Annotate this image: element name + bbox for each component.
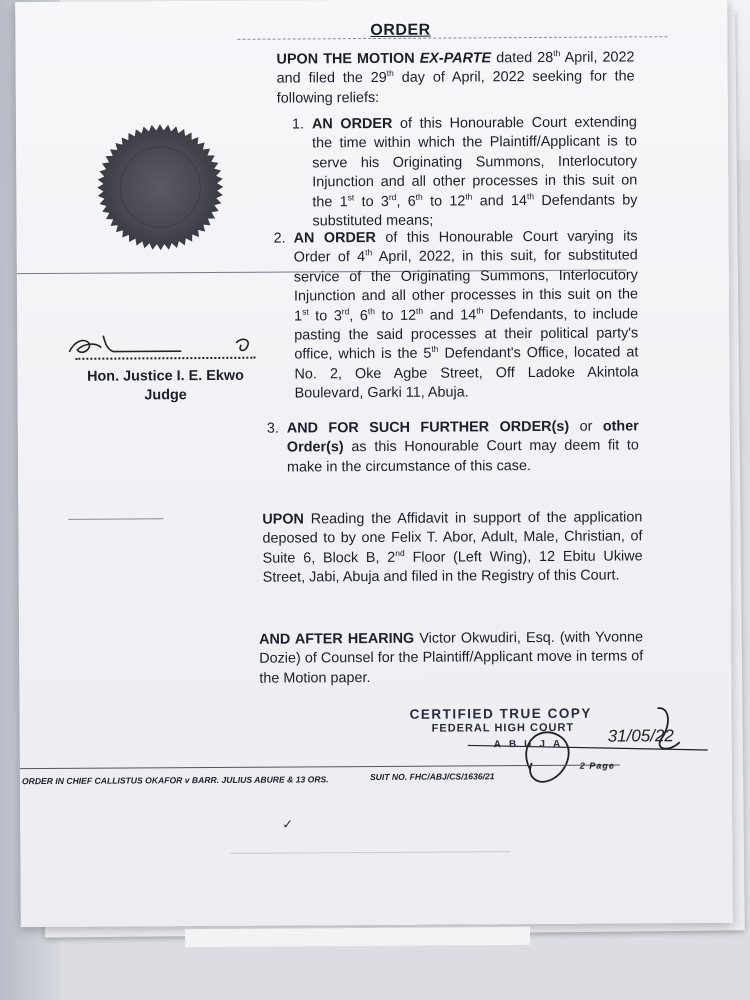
short-rule — [68, 518, 163, 520]
pen-tick-mark: ✓ — [282, 816, 294, 832]
judge-block — [65, 367, 265, 406]
intro-paragraph: UPON THE MOTION EX-PARTE dated 28th April, 2022 and filed the 29th day of April, 2022 seeking for the following reliefs: — [276, 48, 635, 107]
relief-item-1: 1. AN ORDER of this Honourable Court extending the time within which the Plaintiff/Applicant is to serve his Originating Summons, Interlocutory Injunction and all other processes in this suit on the 1st to 3rd, 6th to 12th and 14th Defendants by substituted means; — [291, 114, 638, 230]
document-heading: ORDER — [370, 21, 431, 40]
document-page — [15, 0, 733, 927]
relief-item-2: 2. AN ORDER of this Honourable Court varying its Order of 4th April, 2022, in this suit, for substituted service of the Originating Summons, Interlocutory Injunction and all other processes in this suit on the 1st to 3rd, 6th to 12th and 14th Defendants, to include pasting the said processes at their political party's office, which is the 5th Defendant's Office, located at No. 2, Oke Agbe Street, Off Ladoke Akintola Boulevard, Garki 11, Abuja. — [273, 228, 639, 402]
judge-name: Hon. Justice I. E. Ekwo — [87, 367, 244, 385]
relief-item-3: 3. AND FOR SUCH FURTHER ORDER(s) or other Order(s) as this Honourable Court may deem fit to make in the circumstance of this case. — [266, 418, 639, 476]
stamp-line-2: FEDERAL HIGH COURT — [431, 721, 575, 735]
stamp-line-1: CERTIFIED TRUE COPY — [409, 705, 592, 722]
judge-title: Judge — [144, 387, 187, 404]
seal-body — [97, 124, 224, 251]
reading-paragraph: UPON Reading the Affidavit in support of the application deposed to by one Felix T. Abor, Adult, Male, Christian, of Suite 6, Block B, 2nd Floor (Left Wing), 12 Ebitu Ukiwe Street, Jabi, Abuja and filed in the Registry of this Court. — [262, 509, 643, 586]
footer-suit-number: SUIT NO. FHC/ABJ/CS/1636/21 — [369, 771, 495, 783]
footer-case-title: ORDER IN CHIEF CALLISTUS OKAFOR v BARR. JULIUS ABURE & 13 ORS. — [21, 774, 329, 787]
judge-signature — [61, 329, 261, 360]
page-number: 2 Page — [579, 760, 615, 771]
faint-rule — [230, 851, 510, 854]
bottom-sheet-edge — [185, 927, 530, 947]
court-seal — [94, 121, 227, 254]
stamp-date: 31/05/22 — [607, 726, 674, 746]
signature-dotted-line — [75, 357, 255, 360]
stamp-line-3: ABUJA — [493, 738, 569, 751]
heading-rule — [237, 36, 667, 40]
hearing-paragraph: AND AFTER HEARING Victor Okwudiri, Esq. (with Yvonne Dozie) of Counsel for the Plaintiff/Applicant move in terms of the Motion paper. — [259, 629, 644, 687]
